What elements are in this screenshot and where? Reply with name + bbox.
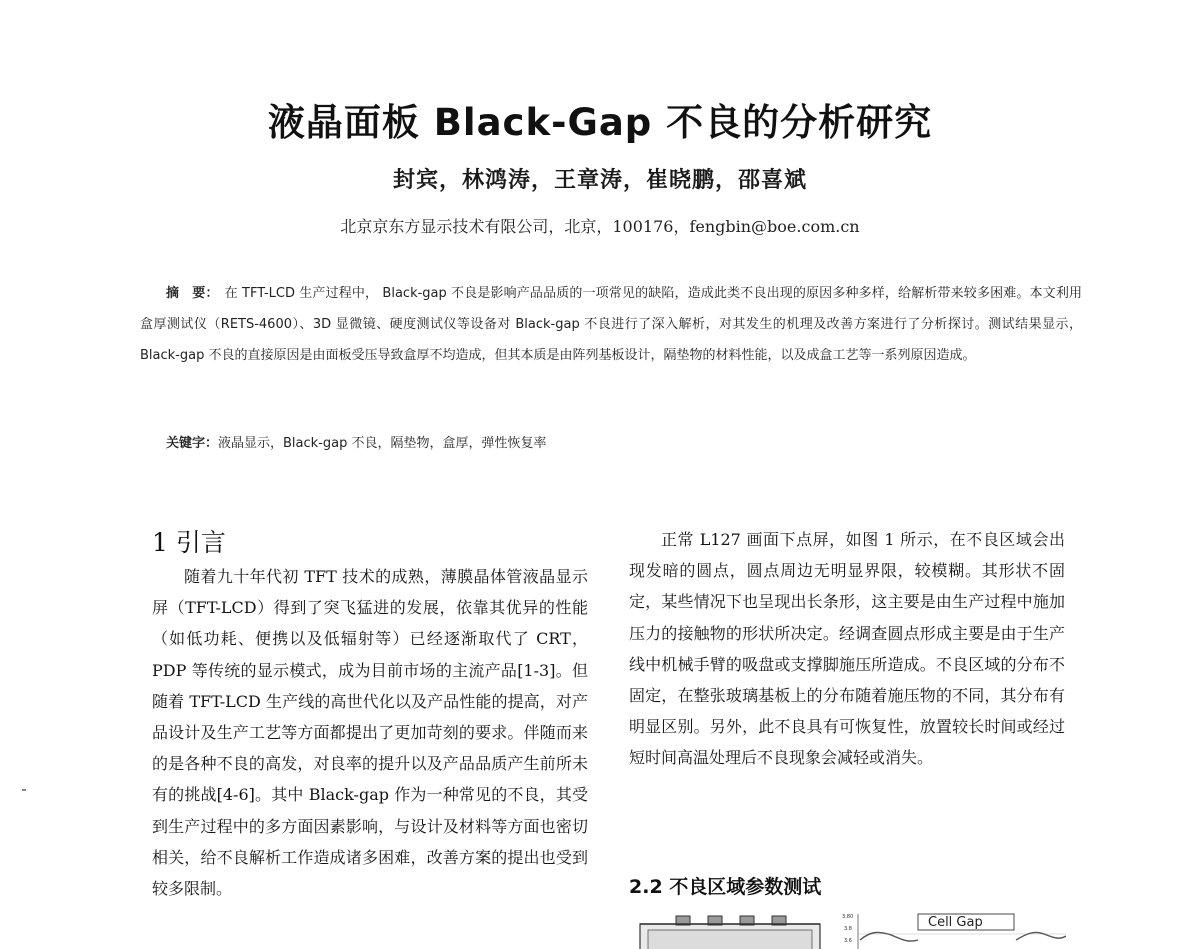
chart-label: Cell Gap — [928, 915, 983, 930]
section-1-heading: 1 引言 — [152, 528, 226, 557]
author-list: 封宾，林鸿涛，王章涛，崔晓鹏，邵喜斌 — [392, 167, 807, 193]
figure-1-graphics — [636, 910, 1066, 949]
axis-tick-0: 3.80 — [842, 914, 854, 920]
section-2-2-heading: 2.2 不良区域参数测试 — [629, 876, 822, 898]
axis-tick-2: 3.6 — [844, 938, 852, 944]
affiliation: 北京京东方显示技术有限公司，北京，100176，fengbin@boe.com.cn — [340, 217, 860, 236]
scan-artifact — [22, 789, 26, 791]
keywords — [166, 432, 546, 451]
panel-schematic — [640, 916, 820, 949]
abstract — [140, 278, 1082, 371]
right-column-paragraph: 正常 L127 画面下点屏，如图 1 所示，在不良区域会出现发暗的圆点，圆点周边无明显界限，较模糊。其形状不固定，某些情况下也呈现出长条形，这主要是由生产过程中施加压力的接触物的形状所决定。经调查圆点形成主要是由于生产线中机械手臂的吸盘或支撑脚施压所造成。不良区域的分布不固定，在整张玻璃基板上的分布随着施压物的不同，其分布有明显区别。另外，此不良具有可恢复性，放置较长时间或经过短时间高温处理后不良现象会减轻或消失。 — [629, 530, 1065, 768]
section-1-paragraph: 随着九十年代初 TFT 技术的成熟，薄膜晶体管液晶显示屏（TFT-LCD）得到了突飞猛进的发展，依靠其优异的性能（如低功耗、便携以及低辐射等）已经逐渐取代了 CRT，PDP 等传统的显示模式，成为目前市场的主流产品[1-3]。但随着 TFT-LCD 生产线的高世代化以及产品性能的提高，对产品设计及生产工艺等方面都提出了更加苛刻的要求。伴随而来的是各种不良的高发，对良率的提升以及产品品质产生前所未有的挑战[4-6]。其中 Black-gap 作为一种常见的不良，其受到生产过程中的多方面因素影响，与设计及材料等方面也密切相关，给不良解析工作造成诸多困难，改善方案的提出也受到较多限制。 — [152, 567, 588, 899]
axis-tick-1: 3.8 — [844, 926, 852, 932]
figure-1 — [636, 910, 1066, 949]
abstract-label: 摘 要： — [166, 286, 219, 301]
cell-gap-chart — [842, 914, 1066, 949]
keywords-text: 液晶显示，Black-gap 不良，隔垫物，盒厚，弹性恢复率 — [218, 436, 547, 451]
keywords-label: 关键字： — [166, 436, 219, 451]
section-1-body — [152, 561, 588, 949]
right-column-body — [629, 524, 1065, 774]
abstract-text: 在 TFT-LCD 生产过程中， Black-gap 不良是影响产品品质的一项常见的缺陷，造成此类不良出现的原因多种多样，给解析带来较多困难。本文利用盒厚测试仪（RETS-4600）、3D 显微镜、硬度测试仪等设备对 Black-gap 不良进行了深入解析，对其发生的机理及改善方案进行了分析探讨。测试结果显示，Black-gap 不良的直接原因是由面板受压导致盒厚不均造成，但其本质是由阵列基板设计，隔垫物的材料性能，以及成盒工艺等一系列原因造成。 — [140, 286, 1082, 363]
paper-title: 液晶面板 Black-Gap 不良的分析研究 — [267, 101, 933, 144]
